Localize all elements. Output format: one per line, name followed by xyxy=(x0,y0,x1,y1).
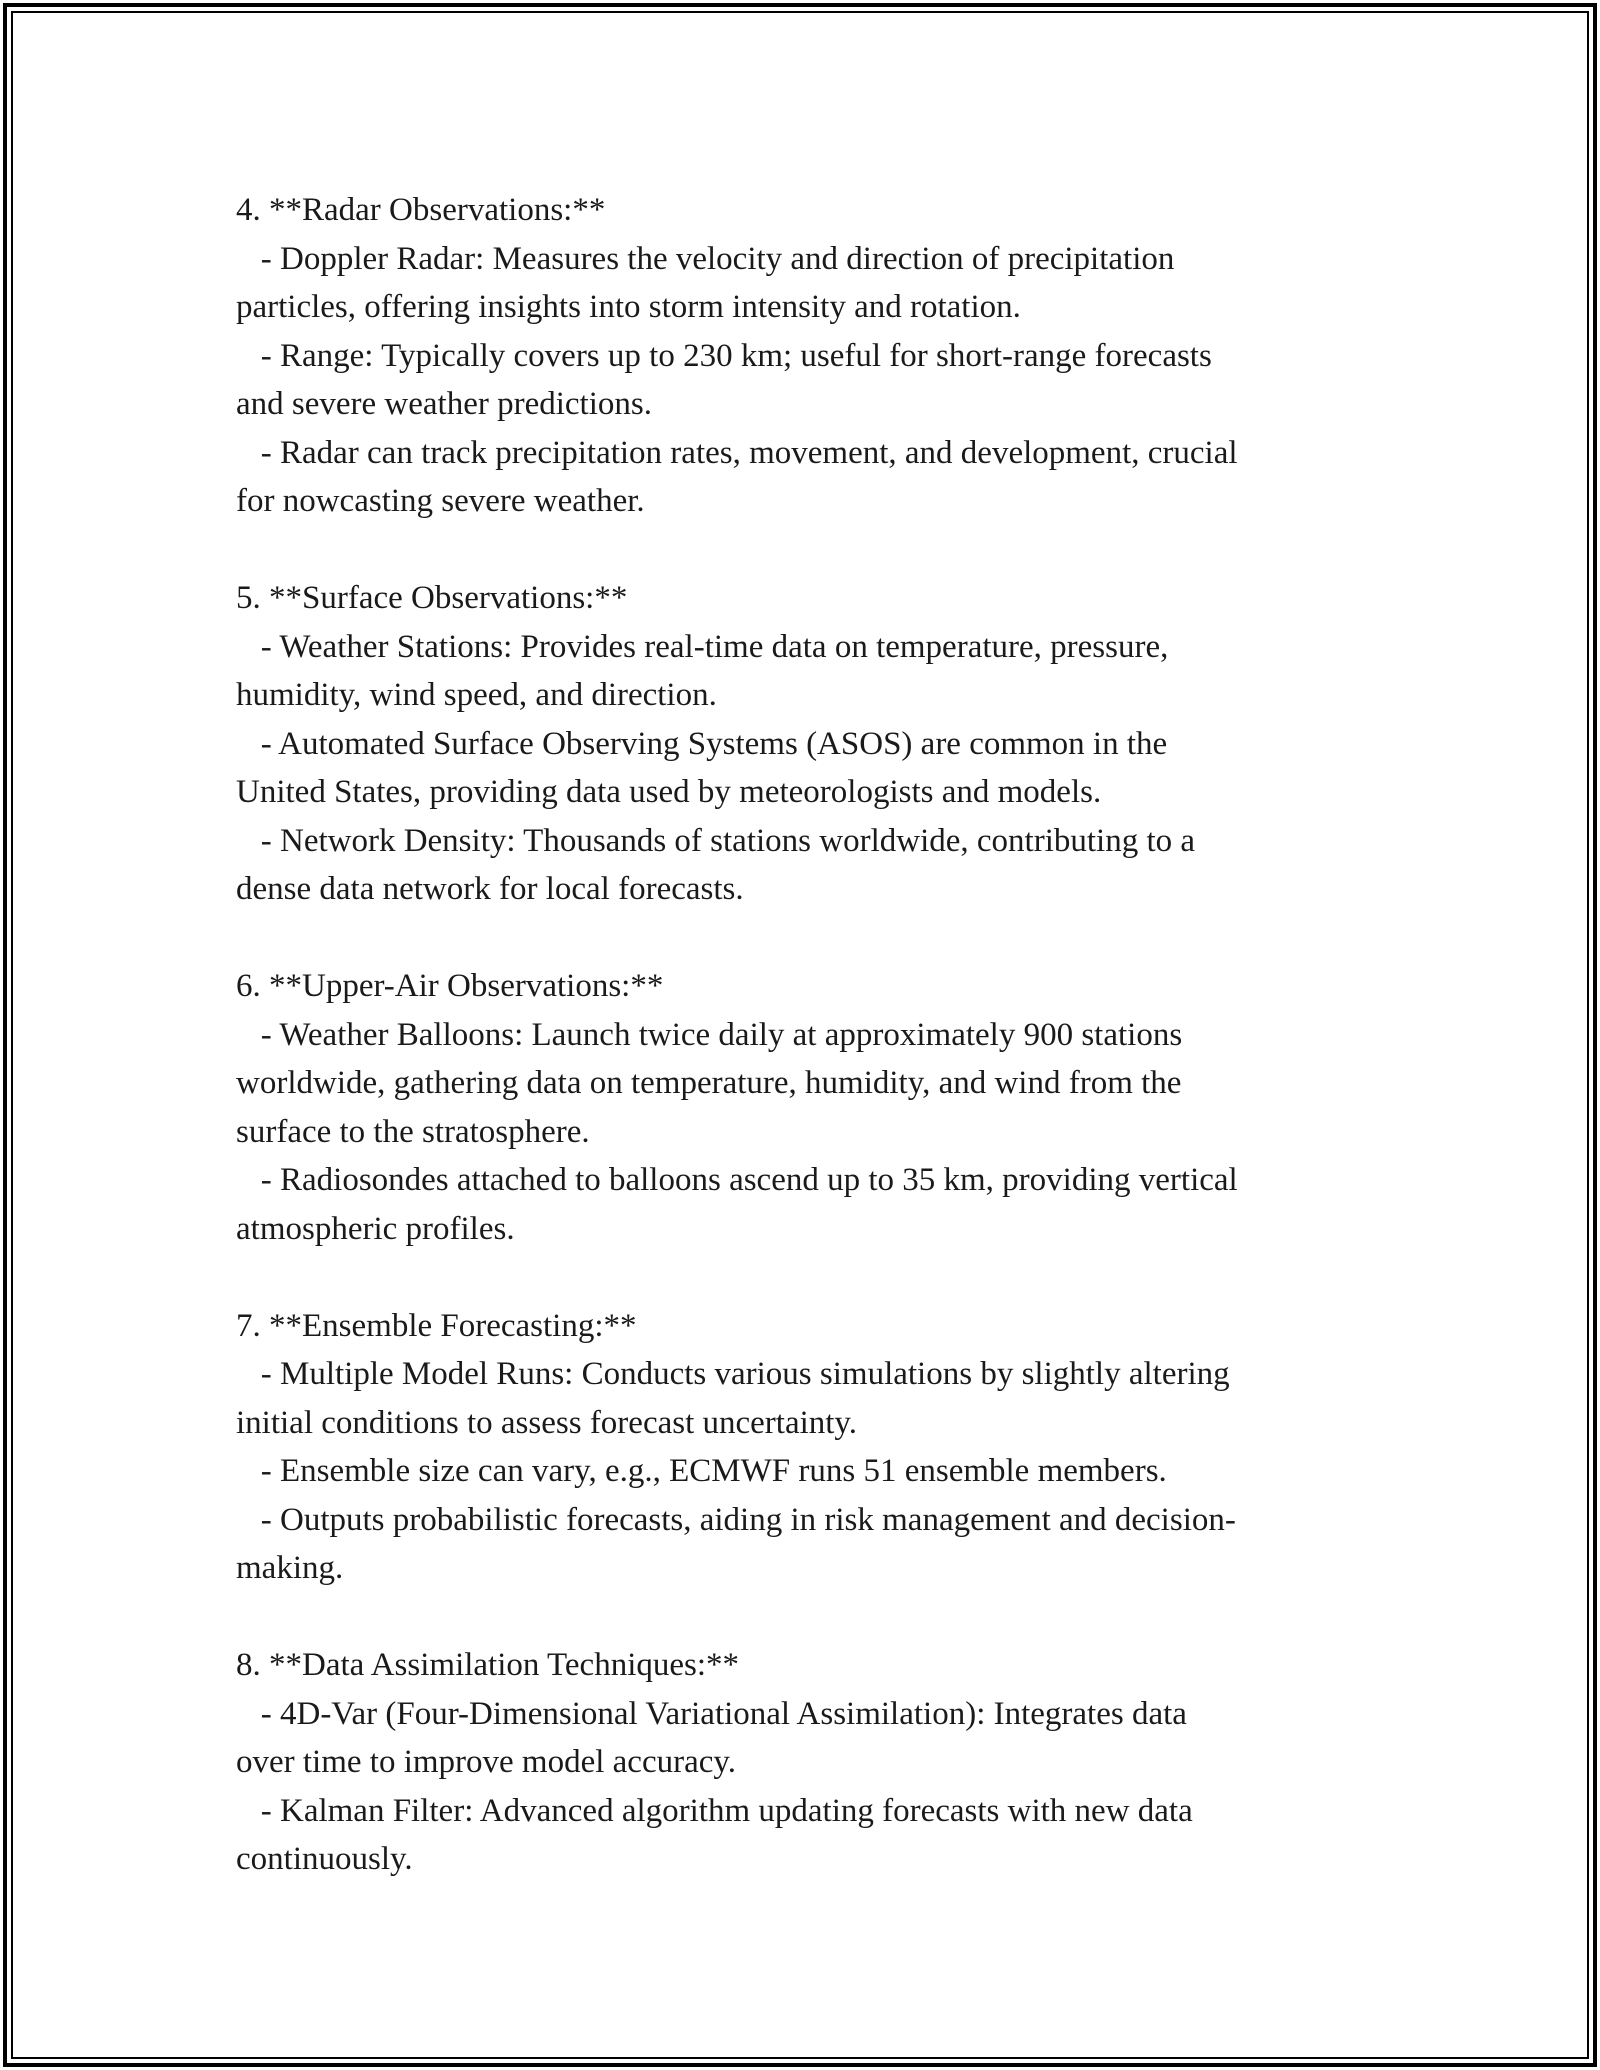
text-line: dense data network for local forecasts. xyxy=(236,871,744,907)
document-section xyxy=(236,1641,1366,1884)
text-line: continuously. xyxy=(236,1841,413,1877)
text-line: - 4D-Var (Four-Dimensional Variational Assimilation): Integrates data xyxy=(236,1695,1187,1732)
text-line: - Range: Typically covers up to 230 km; useful for short-range forecasts xyxy=(236,337,1212,374)
text-line: - Radar can track precipitation rates, movement, and development, crucial xyxy=(236,434,1238,471)
section-heading: 5. **Surface Observations:** xyxy=(236,580,628,616)
text-line: - Automated Surface Observing Systems (ASOS) are common in the xyxy=(236,725,1168,762)
text-line: - Network Density: Thousands of stations worldwide, contributing to a xyxy=(236,822,1196,859)
text-line: surface to the stratosphere. xyxy=(236,1113,590,1150)
text-line: worldwide, gathering data on temperature, humidity, and wind from the xyxy=(236,1065,1182,1101)
text-line: particles, offering insights into storm intensity and rotation. xyxy=(236,289,1021,325)
document-body xyxy=(236,186,1366,1932)
text-line: - Outputs probabilistic forecasts, aiding in risk management and decision- xyxy=(236,1501,1236,1538)
document-section xyxy=(236,1302,1366,1593)
section-heading: 8. **Data Assimilation Techniques:** xyxy=(236,1647,740,1683)
text-line: - Kalman Filter: Advanced algorithm updating forecasts with new data xyxy=(236,1792,1193,1829)
text-line: for nowcasting severe weather. xyxy=(236,483,645,519)
section-heading: 4. **Radar Observations:** xyxy=(236,192,606,228)
document-section xyxy=(236,186,1366,526)
text-line: - Radiosondes attached to balloons ascend up to 35 km, providing vertical xyxy=(236,1162,1238,1198)
text-line: United States, providing data used by meteorologists and models. xyxy=(236,774,1102,810)
text-line: making. xyxy=(236,1550,344,1586)
document-section xyxy=(236,574,1366,914)
document-section xyxy=(236,962,1366,1253)
text-line: over time to improve model accuracy. xyxy=(236,1744,736,1780)
text-line: - Weather Balloons: Launch twice daily at approximately 900 stations xyxy=(236,1016,1183,1053)
text-line: - Multiple Model Runs: Conducts various simulations by slightly altering xyxy=(236,1356,1230,1392)
text-line: initial conditions to assess forecast uncertainty. xyxy=(236,1404,858,1441)
text-line: - Ensemble size can vary, e.g., ECMWF runs 51 ensemble members. xyxy=(236,1453,1167,1489)
text-line: humidity, wind speed, and direction. xyxy=(236,677,717,713)
text-line: - Doppler Radar: Measures the velocity and direction of precipitation xyxy=(236,240,1175,277)
section-heading: 6. **Upper-Air Observations:** xyxy=(236,968,664,1004)
text-line: atmospheric profiles. xyxy=(236,1210,515,1247)
section-heading: 7. **Ensemble Forecasting:** xyxy=(236,1307,637,1344)
text-line: and severe weather predictions. xyxy=(236,386,652,422)
text-line: - Weather Stations: Provides real-time data on temperature, pressure, xyxy=(236,628,1169,665)
